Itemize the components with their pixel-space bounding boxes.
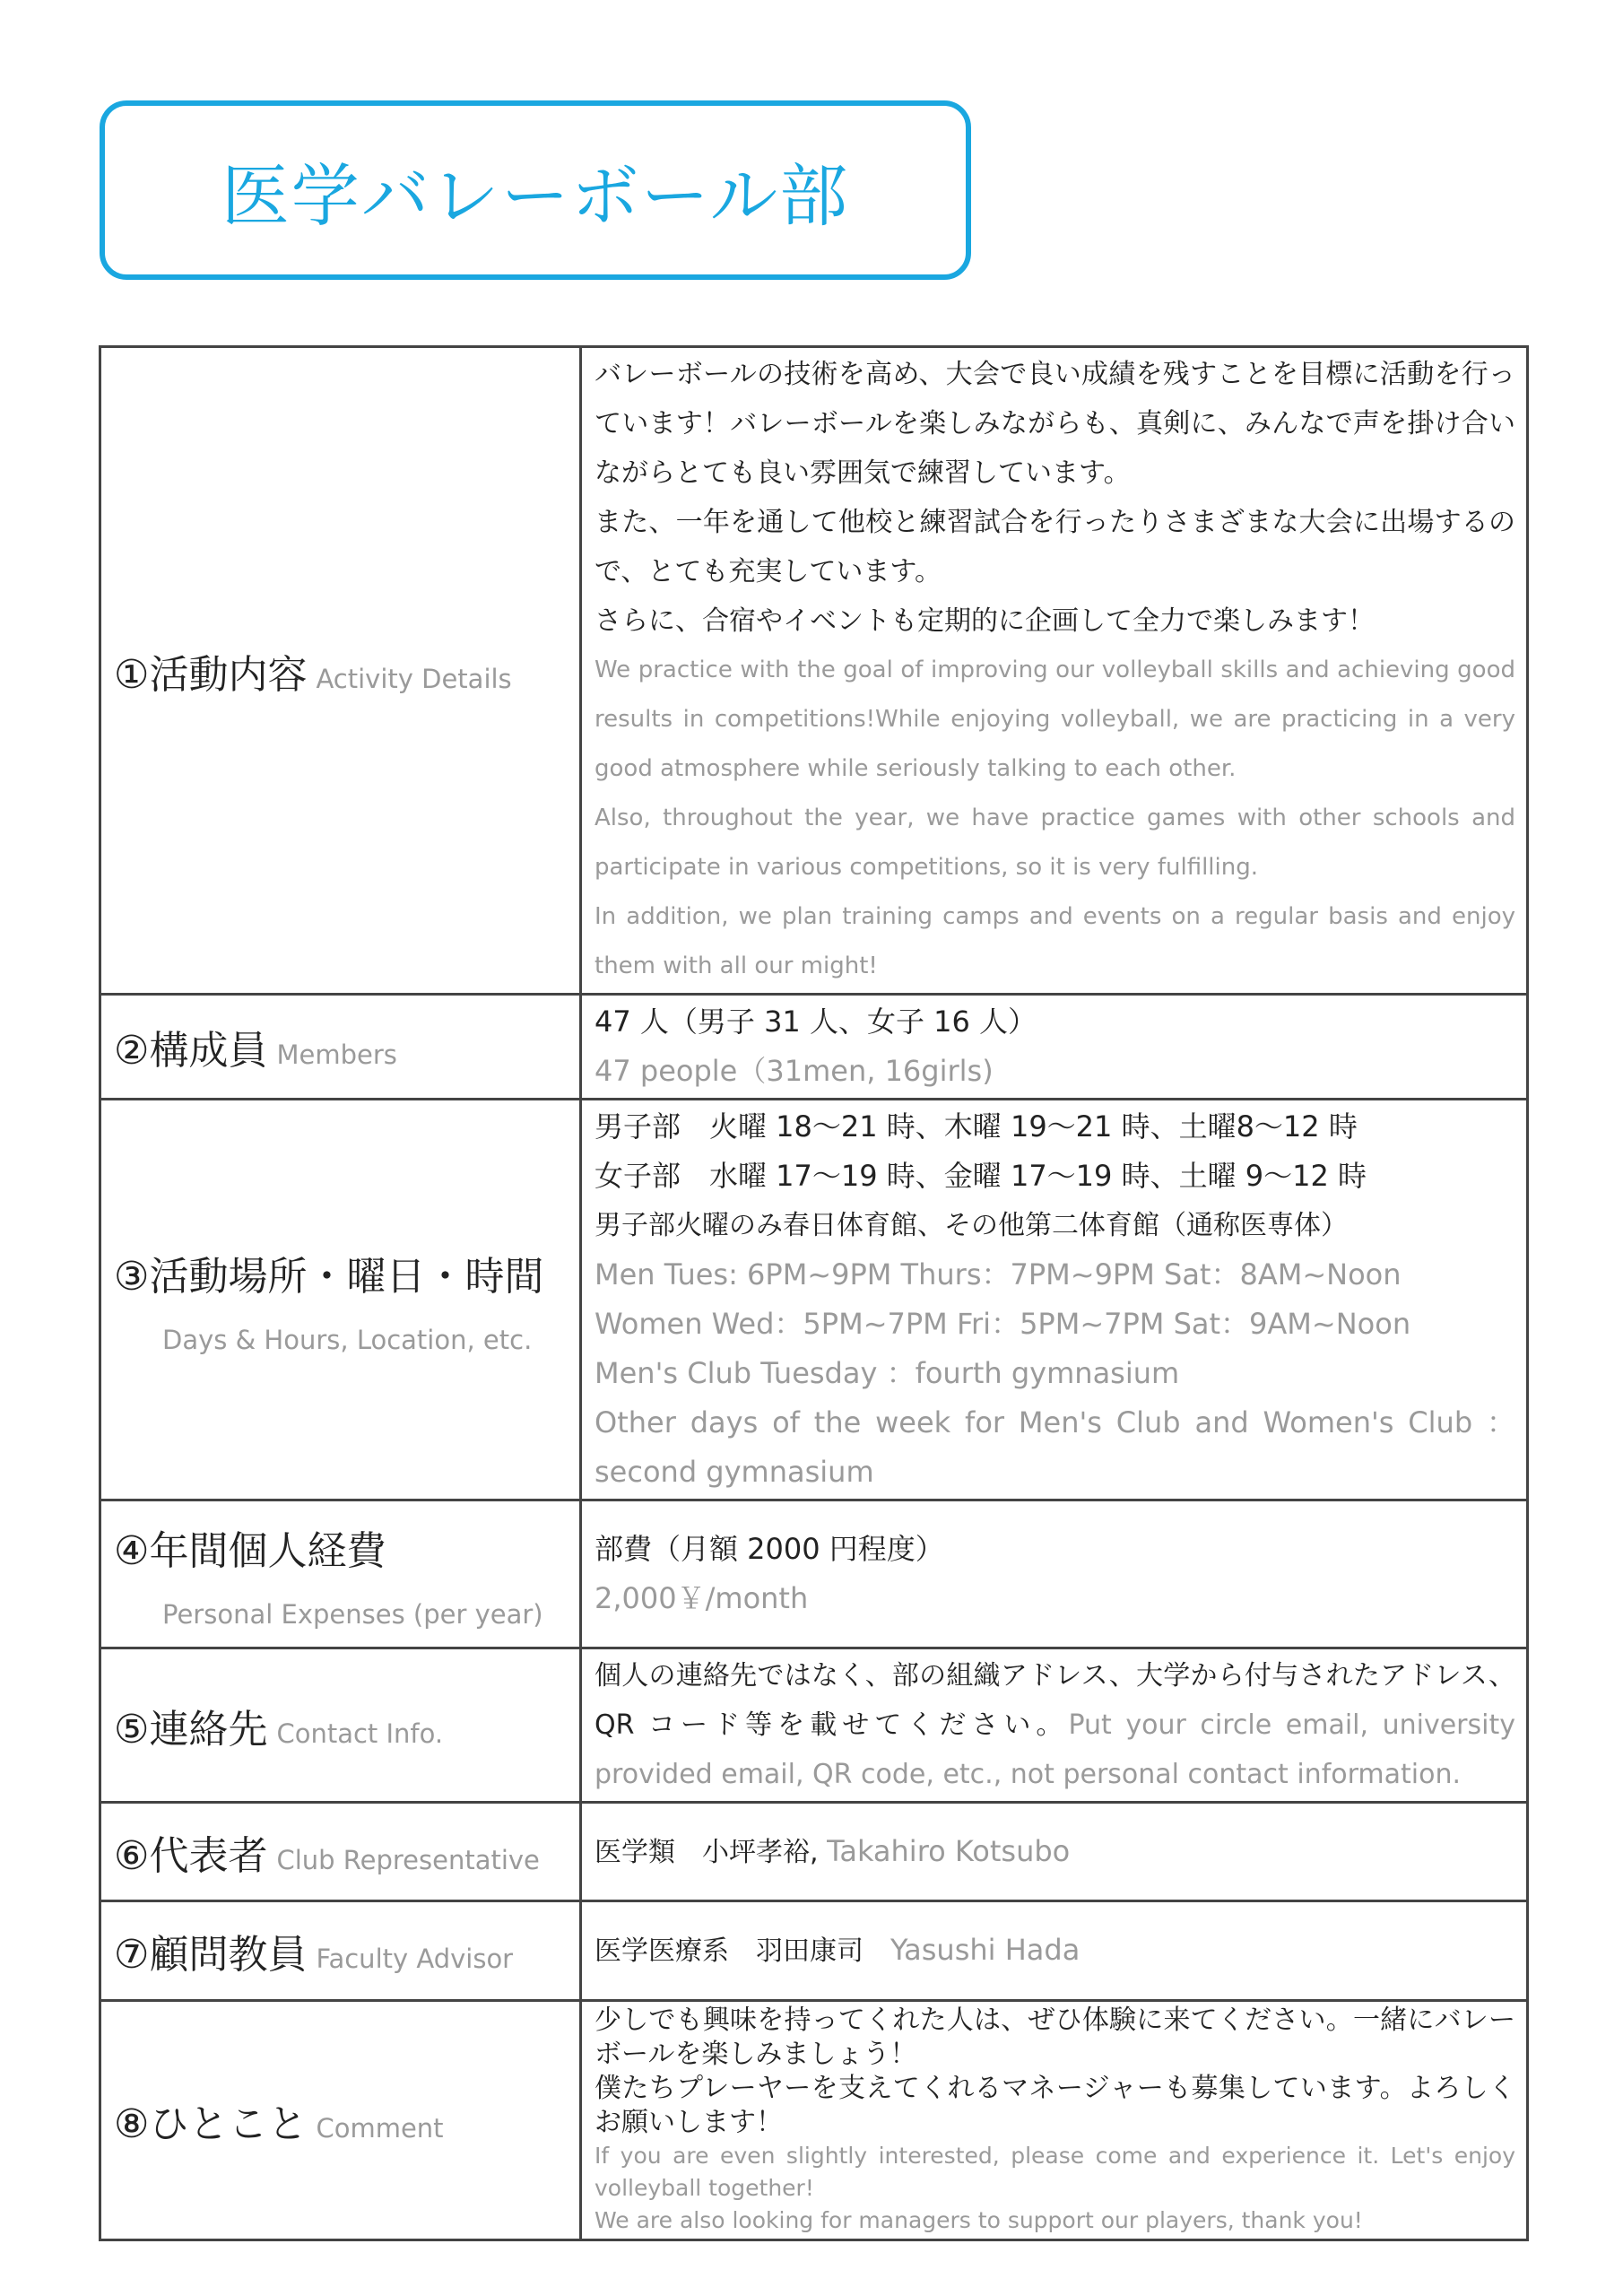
- activity-en-paragraph-3: In addition, we plan training camps and events on a regular basis and enjoy them with all our might!: [595, 903, 1515, 979]
- club-title-box: [100, 100, 971, 280]
- schedule-label-en: Days & Hours, Location, etc.: [162, 1325, 533, 1355]
- table-row-representative: [100, 1803, 1528, 1901]
- club-title: 医学バレーボール部: [221, 155, 850, 236]
- comment-en-paragraph-1: If you are even slightly interested, please come and experience it. Let's enjoy volleyball together!: [595, 2143, 1515, 2201]
- expenses-label-ja: ④年間個人経費: [114, 1528, 386, 1574]
- schedule-women-en: Women Wed：5PM~7PM Fri：5PM~7PM Sat：9AM~Noon: [595, 1307, 1411, 1341]
- schedule-content-cell: [581, 1100, 1528, 1500]
- activity-label-cell: [100, 347, 581, 995]
- members-label-cell: [100, 995, 581, 1100]
- members-content-cell: [581, 995, 1528, 1100]
- representative-ja: 医学類 小坪孝裕,: [595, 1836, 828, 1868]
- contact-en: Put your circle email, university provided email, QR code, etc., not personal contact information.: [595, 1709, 1515, 1790]
- expenses-ja: 部費（月額 2000 円程度）: [595, 1532, 944, 1566]
- schedule-men-location-en: Men's Club Tuesday ：fourth gymnasium: [595, 1356, 1180, 1390]
- representative-label-en: Club Representative: [276, 1844, 540, 1875]
- activity-ja-paragraph-1: バレーボールの技術を高め、大会で良い成績を残すことを目標に活動を行っています！バレーボールを楽しみながらも、真剣に、みんなで声を掛け合いながらとても良い雰囲気で練習しています。: [595, 359, 1515, 489]
- table-row-members: [100, 995, 1528, 1100]
- advisor-label-en: Faculty Advisor: [316, 1944, 514, 1974]
- contact-text: [595, 1651, 1515, 1799]
- table-row-expenses: [100, 1500, 1528, 1648]
- expenses-content-cell: [581, 1500, 1528, 1648]
- contact-content-cell: [581, 1648, 1528, 1803]
- expenses-label-en: Personal Expenses (per year): [162, 1599, 543, 1630]
- expenses-label-cell: [100, 1500, 581, 1648]
- activity-content-cell: [581, 347, 1528, 995]
- expenses-en: 2,000￥/month: [595, 1581, 809, 1615]
- table-row-schedule: [100, 1100, 1528, 1500]
- comment-label-ja: ⑧ひとこと: [114, 2101, 308, 2147]
- schedule-men-ja: 男子部 火曜 18〜21 時、木曜 19〜21 時、土曜8〜12 時: [595, 1109, 1358, 1144]
- advisor-content-cell: [581, 1901, 1528, 2001]
- schedule-other-location-en: Other days of the week for Men's Club and Women's Club ：second gymnasium: [595, 1405, 1515, 1489]
- table-row-comment: [100, 2001, 1528, 2240]
- table-row-advisor: [100, 1901, 1528, 2001]
- comment-content-cell: [581, 2001, 1528, 2240]
- table-row-activity: [100, 347, 1528, 995]
- activity-label-en: Activity Details: [316, 663, 512, 694]
- contact-ja: 個人の連絡先ではなく、部の組織アドレス、大学から付与されたアドレス、QR コード等を載せてください。: [595, 1660, 1515, 1741]
- representative-label-cell: [100, 1803, 581, 1901]
- activity-ja-paragraph-2: また、一年を通して他校と練習試合を行ったりさまざまな大会に出場するので、とても充実しています。: [595, 507, 1515, 587]
- comment-label-en: Comment: [316, 2113, 444, 2144]
- contact-label-ja: ⑤連絡先: [114, 1706, 268, 1752]
- representative-en: Takahiro Kotsubo: [827, 1833, 1071, 1868]
- schedule-women-ja: 女子部 水曜 17〜19 時、金曜 17〜19 時、土曜 9〜12 時: [595, 1159, 1367, 1193]
- comment-ja-paragraph-2: 僕たちプレーヤーを支えてくれるマネージャーも募集しています。よろしくお願いします！: [595, 2073, 1515, 2138]
- advisor-text: [595, 1926, 1515, 1976]
- representative-label-ja: ⑥代表者: [114, 1832, 268, 1879]
- members-label-ja: ②構成員: [114, 1028, 268, 1074]
- club-info-table: [99, 345, 1529, 2241]
- schedule-location-ja: 男子部火曜のみ春日体育館、その他第二体育館（通称医専体）: [595, 1210, 1348, 1241]
- advisor-label-cell: [100, 1901, 581, 2001]
- representative-content-cell: [581, 1803, 1528, 1901]
- comment-label-cell: [100, 2001, 581, 2240]
- members-count-ja: 47 人（男子 31 人、女子 16 人）: [595, 1004, 1037, 1039]
- activity-ja-paragraph-3: さらに、合宿やイベントも定期的に企画して全力で楽しみます！: [595, 605, 1375, 637]
- representative-text: [595, 1827, 1515, 1877]
- schedule-label-ja: ③活動場所・曜日・時間: [114, 1254, 544, 1300]
- advisor-en: Yasushi Hada: [890, 1933, 1081, 1967]
- schedule-label-cell: [100, 1100, 581, 1500]
- contact-label-en: Contact Info.: [276, 1718, 444, 1749]
- schedule-men-en: Men Tues: 6PM~9PM Thurs：7PM~9PM Sat：8AM~Noon: [595, 1257, 1402, 1292]
- comment-en-paragraph-2: We are also looking for managers to support our players, thank you!: [595, 2207, 1363, 2233]
- members-label-en: Members: [276, 1039, 397, 1070]
- comment-ja-paragraph-1: 少しでも興味を持ってくれた人は、ぜひ体験に来てください。一緒にバレーボールを楽しみましょう！: [595, 2005, 1515, 2070]
- members-count-en: 47 people（31men, 16girls): [595, 1054, 994, 1088]
- advisor-ja: 医学医療系 羽田康司: [595, 1935, 890, 1967]
- advisor-label-ja: ⑦顧問教員: [114, 1932, 308, 1978]
- activity-label-ja: ①活動内容: [114, 651, 308, 698]
- activity-en-paragraph-1: We practice with the goal of improving our volleyball skills and achieving good results in competitions!While enjoying volleyball, we are practicing in a very good atmosphere while seriously talking to each other.: [595, 657, 1515, 782]
- table-row-contact: [100, 1648, 1528, 1803]
- contact-label-cell: [100, 1648, 581, 1803]
- activity-en-paragraph-2: Also, throughout the year, we have practice games with other schools and participate in various competitions, so it is very fulfilling.: [595, 804, 1515, 881]
